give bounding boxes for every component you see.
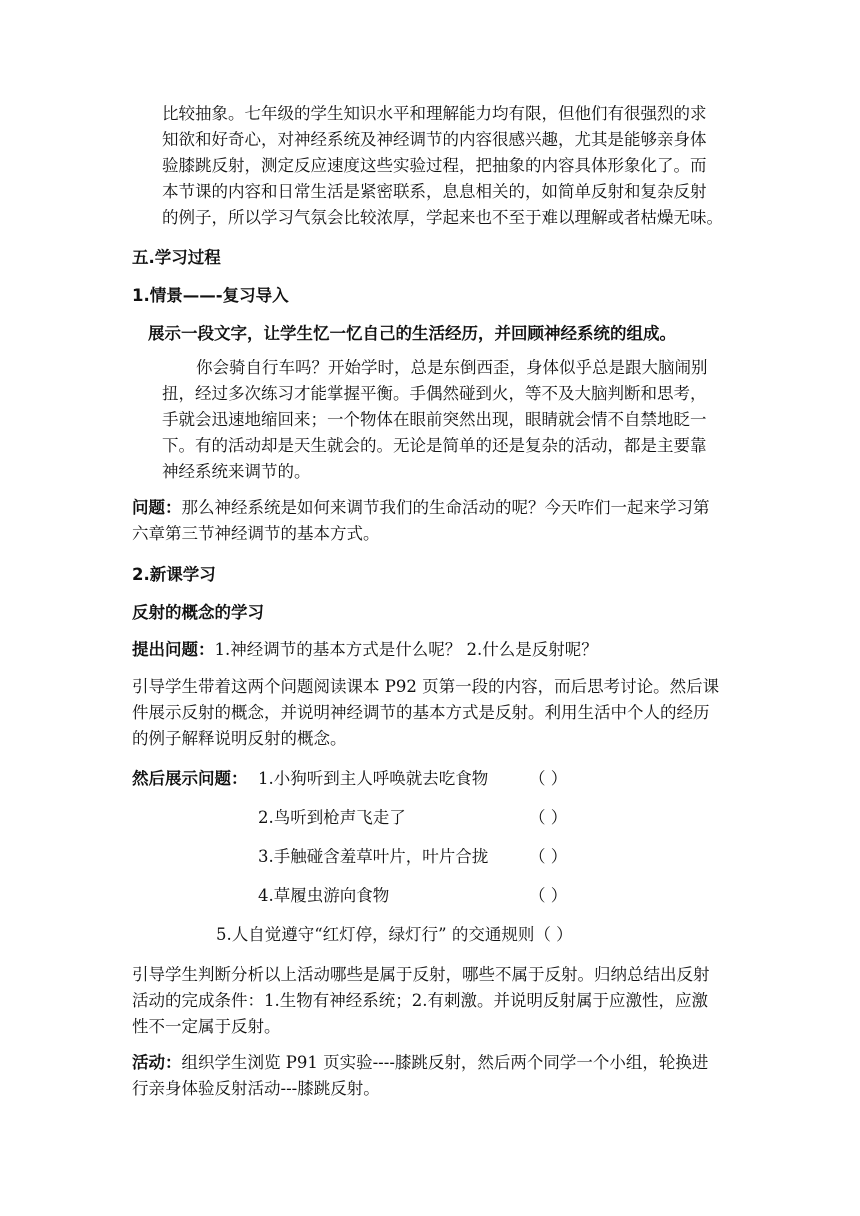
instruction-line: 展示一段文字，让学生忆一忆自己的生活经历，并回顾神经系统的组成。 (148, 324, 676, 343)
raise-questions-text: 1.神经调节的基本方式是什么呢？ 2.什么是反射呢？ (214, 640, 598, 659)
raise-questions-line (132, 638, 598, 662)
display-answer-blank-3: （ ） (529, 847, 568, 866)
quote-line-5: 神经系统来调节的。 (162, 462, 311, 481)
quote-line-1: 你会骑自行车吗？开始学时，总是东倒西歪，身体似乎总是跟大脑闹别 (196, 358, 708, 377)
activity-line-2: 行亲身体验反射活动---膝跳反射。 (132, 1079, 380, 1098)
subsection-heading-2: 2.新课学习 (132, 565, 216, 584)
display-answer-blank-2: （ ） (529, 808, 568, 827)
display-answer-blank-1: （ ） (529, 769, 568, 788)
activity-paragraph (132, 1050, 708, 1102)
display-questions-label: 然后展示问题： (132, 769, 248, 788)
topic-heading: 反射的概念的学习 (132, 603, 264, 622)
display-question-3: 3.手触碰含羞草叶片，叶片合拢 (258, 847, 489, 866)
question-label: 问题： (132, 498, 182, 517)
quote-line-3: 手就会迅速地缩回来；一个物体在眼前突然出现，眼睛就会情不自禁地眨一 (162, 410, 707, 429)
intro-line-5: 的例子，所以学习气氛会比较浓厚，学起来也不至于难以理解或者枯燥无味。 (162, 208, 723, 227)
intro-line-3: 验膝跳反射，测定反应速度这些实验过程，把抽象的内容具体形象化了。而 (162, 156, 707, 175)
guide2-line-3: 性不一定属于反射。 (132, 1017, 281, 1036)
raise-questions-label: 提出问题： (132, 640, 215, 659)
activity-label: 活动： (132, 1053, 182, 1072)
display-question-4: 4.草履虫游向食物 (258, 886, 390, 905)
activity-line-1: 组织学生浏览 P91 页实验----膝跳反射，然后两个同学一个小组，轮换进 (181, 1053, 709, 1072)
subsection-heading-1: 1.情景——-复习导入 (132, 286, 289, 305)
guide2-line-1: 引导学生判断分析以上活动哪些是属于反射，哪些不属于反射。归纳总结出反射 (132, 965, 710, 984)
quote-paragraph (162, 355, 708, 485)
guide1-line-1: 引导学生带着这两个问题阅读课本 P92 页第一段的内容，而后思考讨论。然后课 (132, 677, 720, 696)
quote-line-2: 扭，经过多次练习才能掌握平衡。手偶然碰到火，等不及大脑判断和思考， (162, 384, 707, 403)
question-text-line-2: 六章第三节神经调节的基本方式。 (132, 524, 380, 543)
guide-paragraph-1 (132, 674, 732, 752)
quote-line-4: 下。有的活动却是天生就会的。无论是简单的还是复杂的活动，都是主要靠 (162, 436, 707, 455)
display-question-5: 5.人自觉遵守“红灯停，绿灯行” 的交通规则（ ） (216, 925, 573, 944)
question-text-line-1: 那么神经系统是如何来调节我们的生命活动的呢？今天咋们一起来学习第 (181, 498, 710, 517)
display-question-2: 2.鸟听到枪声飞走了 (258, 808, 406, 827)
section-heading-5: 五.学习过程 (132, 248, 221, 267)
display-question-1: 1.小狗听到主人呼唤就去吃食物 (258, 769, 489, 788)
guide2-line-2: 活动的完成条件：1.生物有神经系统；2.有刺激。并说明反射属于应激性，应激 (132, 991, 708, 1010)
intro-line-1: 比较抽象。七年级的学生知识水平和理解能力均有限，但他们有很强烈的求 (162, 104, 707, 123)
intro-paragraph (162, 101, 762, 231)
intro-line-2: 知欲和好奇心，对神经系统及神经调节的内容很感兴趣，尤其是能够亲身体 (162, 130, 707, 149)
guide-paragraph-2 (132, 962, 732, 1040)
intro-line-4: 本节课的内容和日常生活是紧密联系，息息相关的，如简单反射和复杂反射 (162, 182, 707, 201)
question-paragraph (132, 496, 710, 546)
guide1-line-3: 的例子解释说明反射的概念。 (132, 729, 347, 748)
display-answer-blank-4: （ ） (529, 886, 568, 905)
guide1-line-2: 件展示反射的概念，并说明神经调节的基本方式是反射。利用生活中个人的经历 (132, 703, 710, 722)
